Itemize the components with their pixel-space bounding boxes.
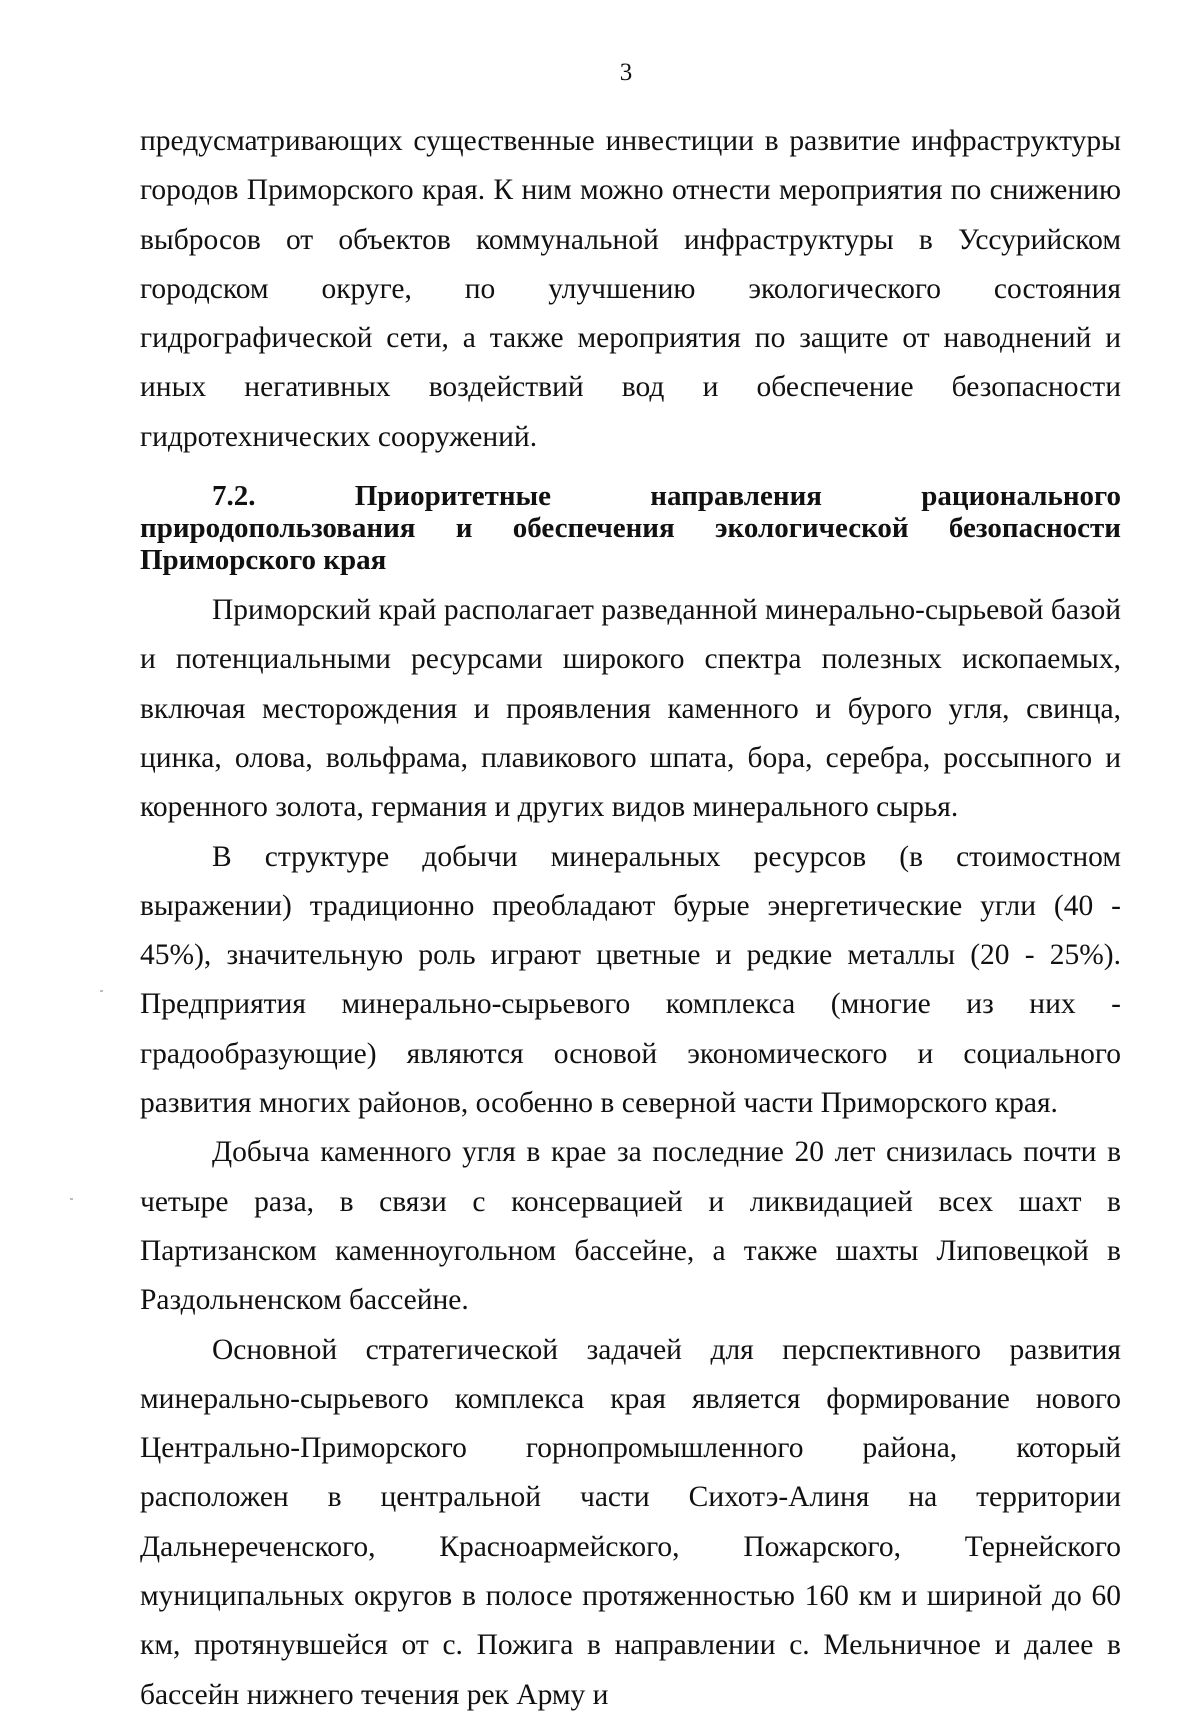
paragraph-strategic-task: Основной стратегической задачей для перспективного развития минерально-сырьевого комплекса края является формирование нового Центрально-Приморского горнопромышленного района, который расположен в центральной части Сихотэ-Алиня на территории Дальнереченского, Красноармейского, Пожарского, Тернейского муниципальных округов в полосе протяженностью 160 км и шириной до 60 км, протянувшейся от с. Пожига в направлении с. Мельничное и далее в бассейн нижнего течения рек Арму и (140, 1333, 1121, 1711)
document-body (140, 117, 1121, 1720)
scan-speck (70, 1198, 73, 1200)
paragraph-mineral-base: Приморский край располагает разведанной минерально-сырьевой базой и потенциальными ресурсами широкого спектра полезных ископаемых, включая месторождения и проявления каменного и бурого угля, свинца, цинка, олова, вольфрама, плавикового шпата, бора, серебра, россыпного и коренного золота, германия и других видов минерального сырья. (140, 594, 1121, 824)
paragraph-coal-mining: Добыча каменного угля в крае за последние 20 лет снизилась почти в четыре раза, в связи с консервацией и ликвидацией всех шахт в Партизанском каменноугольном бассейне, а также шахты Липовецкой в Раздольненском бассейне. (140, 1136, 1121, 1317)
page-number: 3 (619, 59, 633, 86)
section-heading: 7.2. Приоритетные направления рационального природопользования и обеспечения экологической безопасности Приморского края (140, 480, 1121, 577)
paragraph-mining-structure: В структуре добычи минеральных ресурсов (в стоимостном выражении) традиционно преобладают бурые энергетические угли (40 - 45%), значительную роль играют цветные и редкие металлы (20 - 25%). Предприятия минерально-сырьевого комплекса (многие из них - градообразующие) являются основой экономического и социального развития многих районов, особенно в северной части Приморского края. (140, 840, 1121, 1120)
paragraph-intro: предусматривающих существенные инвестиции в развитие инфраструктуры городов Приморского края. К ним можно отнести мероприятия по снижению выбросов от объектов коммунальной инфраструктуры в Уссурийском городском округе, по улучшению экологического состояния гидрографической сети, а также мероприятия по защите от наводнений и иных негативных воздействий вод и обеспечение безопасности гидротехнических сооружений. (140, 125, 1121, 453)
scan-speck (100, 990, 103, 992)
